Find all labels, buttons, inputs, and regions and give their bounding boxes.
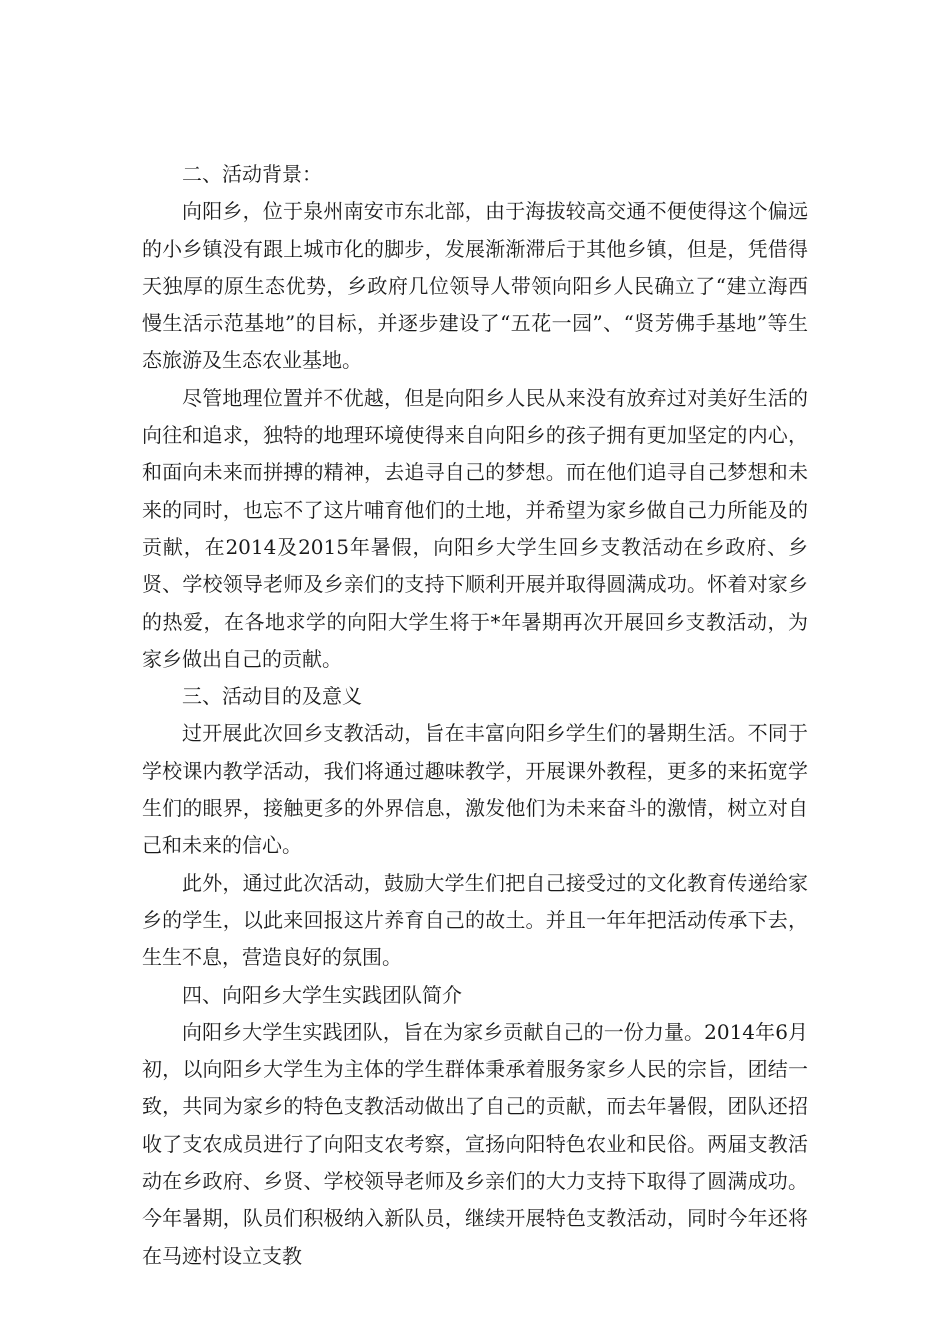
section-heading-team: 四、向阳乡大学生实践团队简介 — [182, 982, 462, 1007]
paragraph-team-intro: 向阳乡大学生实践团队，旨在为家乡贡献自己的一份力量。2014年6月初，以向阳乡大学生为主体的学生群体秉承着服务家乡人民的宗旨，团结一致，共同为家乡的特色支教活动做出了自己的贡献，而去年暑假，团队还招收了支农成员进行了向阳支农考察，宣扬向阳特色农业和民俗。两届支教活动在乡政府、乡贤、学校领导老师及乡亲们的大力支持下取得了圆满成功。今年暑期，队员们积极纳入新队员，继续开展特色支教活动，同时今年还将在马迹村设立支教 — [142, 1019, 808, 1268]
paragraph-background-intro: 向阳乡，位于泉州南安市东北部，由于海拔较高交通不便使得这个偏远的小乡镇没有跟上城市化的脚步，发展渐渐滞后于其他乡镇，但是，凭借得天独厚的原生态优势，乡政府几位领导人带领向阳乡人民确立了“建立海西慢生活示范基地”的目标，并逐步建设了“五花一园”、“贤芳佛手基地”等生态旅游及生态农业基地。 — [142, 199, 808, 373]
section-heading-background: 二、活动背景： — [182, 162, 322, 186]
section-heading-purpose: 三、活动目的及意义 — [182, 684, 362, 709]
paragraph-purpose-1: 过开展此次回乡支教活动，旨在丰富向阳乡学生们的暑期生活。不同于学校课内教学活动，我们将通过趣味教学，开展课外教程，更多的来拓宽学生们的眼界，接触更多的外界信息，激发他们为未来奋斗的激情，树立对自己和未来的信心。 — [142, 721, 808, 858]
document-body — [142, 156, 808, 1275]
paragraph-purpose-2: 此外，通过此次活动，鼓励大学生们把自己接受过的文化教育传递给家乡的学生，以此来回报这片养育自己的故土。并且一年年把活动传承下去，生生不息，营造良好的氛围。 — [142, 870, 808, 970]
paragraph-background-detail: 尽管地理位置并不优越，但是向阳乡人民从来没有放弃过对美好生活的向往和追求，独特的地理环境使得来自向阳乡的孩子拥有更加坚定的内心，和面向未来而拼搏的精神，去追寻自己的梦想。而在他们追寻自己梦想和未来的同时，也忘不了这片哺育他们的土地，并希望为家乡做自己力所能及的贡献，在2014及2015年暑假，向阳乡大学生回乡支教活动在乡政府、乡贤、学校领导老师及乡亲们的支持下顺利开展并取得圆满成功。怀着对家乡的热爱，在各地求学的向阳大学生将于*年暑期再次开展回乡支教活动，为家乡做出自己的贡献。 — [142, 385, 808, 671]
